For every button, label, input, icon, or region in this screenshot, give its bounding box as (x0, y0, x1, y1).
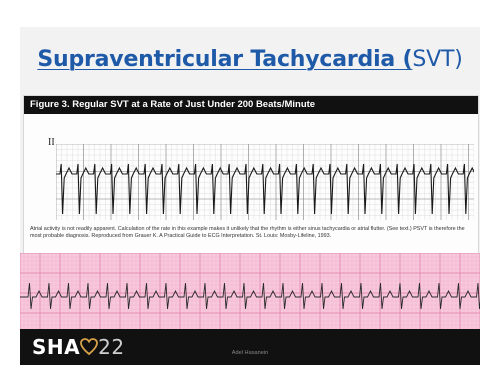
slide-title (20, 47, 480, 72)
logo-prefix: SHA (32, 335, 81, 359)
slide-title-abbrev: SVT (412, 47, 455, 72)
slide (20, 27, 480, 365)
lead-label: II (48, 137, 55, 148)
ecg-grid (56, 144, 474, 220)
logo-suffix: 22 (98, 335, 125, 359)
figure-caption: Atrial activity is not readily apparent. Calculation of the rate in this example makes it unlikely that the rhythm is either sinus tachycardia or atrial flutter. (See text.) PSVT is therefore the most probable diagnosis. Reproduced from Grauer K. A Practical Guide to ECG Interpretation. St. Louis: Mosby-Lifeline, 1993. (30, 226, 465, 240)
strip-background (20, 253, 480, 329)
ecg-figure (23, 95, 479, 255)
slide-title-close: ) (454, 47, 463, 72)
slide-title-main: Supraventricular Tachycardia ( (37, 47, 413, 72)
ecg-trace-lead-ii (56, 144, 474, 220)
figure-title: Figure 3. Regular SVT at a Rate of Just Under 200 Beats/Minute (30, 99, 316, 110)
figure-header (24, 96, 478, 114)
author-name: Adel Hasanein (231, 350, 269, 356)
footer-bar (20, 329, 480, 365)
rhythm-strip (20, 253, 480, 329)
